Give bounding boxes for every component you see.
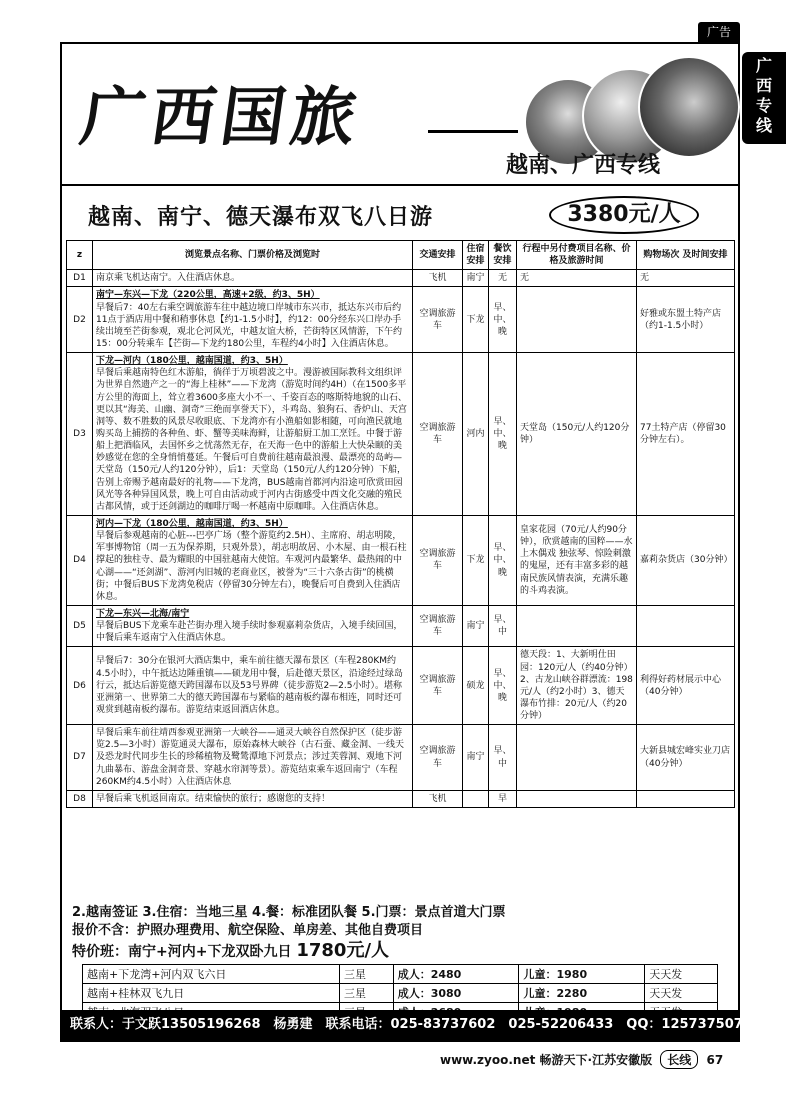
sights-description: 早餐后参观越南的心脏---巴亭广场（整个游览约2.5H）、主席府、胡志明陵，军事博物馆（周一五为保养期，只观外景），胡志明故居、小木屋、由一根石柱撑起的独柱寺、最为耀眼的中国驻越南大使馆。车观河内最繁华、最热闹的中心湖——“还剑湖”、游河内旧城的老商业区，被誉为“三十六条古街”的桃横街；中餐后BUS下龙湾免税店（停留30分钟左右），晚餐后可自费到入住酒店休息。	[96, 531, 407, 602]
ad-frame	[60, 42, 752, 1042]
special-offer-price: 1780元/人	[296, 940, 390, 961]
day-cell: D7	[67, 725, 93, 791]
shopping-cell: 好雅或东盟土特产店（约1-1.5小时）	[637, 287, 735, 353]
sights-cell	[93, 605, 413, 646]
route-segment: 下龙—河内（180公里，越南国道，约3、5H）	[96, 356, 288, 367]
extra-cost-cell	[517, 605, 637, 646]
itinerary-table	[66, 240, 735, 808]
col-header-hotel: 住宿安排	[463, 241, 489, 270]
extra-cost-cell: 德天段：1、大新明仕田园：120元/人（约40分钟）2、古龙山峡谷群漂流：198元/人（约2小时）3、德天瀑布竹排：20元/人（约20分钟）	[517, 647, 637, 725]
day-cell: D6	[67, 647, 93, 725]
extra-cost-cell	[517, 287, 637, 353]
col-header-shopping: 购物场次 及时间安排	[637, 241, 735, 270]
sights-cell	[93, 790, 413, 807]
sights-cell	[93, 287, 413, 353]
extra-cost-cell	[517, 790, 637, 807]
side-tab-char: 广	[755, 56, 772, 75]
sights-description: 早餐后BUS下龙乘车赴芒街办理入境手续时参观嘉莉杂货店，入境手续回国，中餐后乘车返南宁入住酒店休息。	[96, 621, 403, 644]
footer	[440, 1050, 723, 1069]
hotel-cell: 南宁	[463, 725, 489, 791]
footer-section: 长线	[660, 1050, 698, 1069]
transport-cell: 空调旅游车	[413, 353, 463, 516]
day-cell: D1	[67, 270, 93, 287]
day-cell: D4	[67, 515, 93, 605]
sights-description: 早餐后乘越南特色红木游船，徜徉于万顷碧波之中。漫游被国际教科文组织评为世界自然遗产之一的“海上桂林”——下龙湾（游览时间约4H）（在1500多平方公里的海面上，耸立着3600多座大小不一、千姿百态的喀斯特地貌的山石、更以其“海美、山幽、洞奇”三绝而享誉天下），斗鸡岛、狼狗石、香炉山、天宫洞等、数不胜数的风景尽收眼底、下龙湾亦有小渔船如影相随，可向渔民就地购买岛上捕捞的各种鱼、虾、蟹等美味海鲜，让游船厨工加工烹饪。中餐于游船上把酒临风，去国怀乡之忧荡然无存，在天海一色中的游船上大快朵颐的美妙感觉在您的全身悄悄蔓延。午餐后可自费前往越南最浪漫、最漂亮的岛屿—天堂岛（150元/人约120分钟），后1：天堂岛（150元/人约120分钟）下船，告别上帝赐予越南最好的礼物——下龙湾，BUS越南首都河内沿途可欣赏田园风光等各种异国风景，晚上可自由活动或于河内古街感受中西文化交融的殖民古都风情，或于还剑湖边的咖啡厅喝一杯越南中原咖啡。入住酒店休息。	[96, 368, 407, 512]
sights-description: 早餐后7：40左右乘空调旅游车往中越边境口岸城市东兴市，抵达东兴市后约11点于酒店用中餐和稍事休息【约1-1.5小时】，约12：00分经东兴口岸办手续出境至芒街参观，观北仑河风光，中越友谊大桥，芒街特区风情游，下午约15：00分转乘车【芒街—下龙约180公里，车程约4小时】入住酒店休息。	[96, 302, 403, 349]
shopping-cell: 77土特产店（停留30分钟左右）。	[637, 353, 735, 516]
side-tab-char: 线	[755, 116, 772, 135]
footer-magazine: 畅游天下·江苏安徽版	[539, 1053, 653, 1067]
meals-cell: 早、中、晚	[489, 515, 517, 605]
contact-bar: 联系人：于文跃13505196268 杨勇建 联系电话：025-83737602 025-52206433 QQ：1257375075	[62, 1010, 738, 1040]
price-row	[83, 965, 718, 984]
transport-cell: 空调旅游车	[413, 515, 463, 605]
transport-cell: 空调旅游车	[413, 287, 463, 353]
price-frequency: 天天发	[645, 965, 718, 984]
hotel-cell: 南宁	[463, 270, 489, 287]
itinerary-row	[67, 647, 735, 725]
price-child: 儿童：2280	[519, 984, 645, 1003]
footer-site: www.zyoo.net	[440, 1053, 536, 1067]
header-subtitle: 越南、广西专线	[506, 153, 661, 178]
price-adult: 成人：2480	[393, 965, 519, 984]
shopping-cell: 利得好药材展示中心（40分钟）	[637, 647, 735, 725]
shopping-cell: 大新县城宏峰实业刀店（40分钟）	[637, 725, 735, 791]
meals-cell: 早	[489, 790, 517, 807]
shopping-cell	[637, 605, 735, 646]
itinerary-row	[67, 790, 735, 807]
extra-cost-cell: 皇家花园（70元/人约90分钟），欣赏越南的国粹——水上木偶戏 独弦琴、惊险刺激的鬼屋，还有丰富多彩的越南民族风情表演，充满乐趣的斗鸡表演。	[517, 515, 637, 605]
meals-cell: 早、中	[489, 725, 517, 791]
meals-cell: 早、中、晚	[489, 287, 517, 353]
notes	[72, 904, 732, 963]
day-cell: D5	[67, 605, 93, 646]
col-header-day: z	[67, 241, 93, 270]
itinerary-row	[67, 353, 735, 516]
day-cell: D3	[67, 353, 93, 516]
header	[62, 44, 738, 186]
hotel-cell: 河内	[463, 353, 489, 516]
itinerary-row	[67, 270, 735, 287]
price-adult: 成人：3080	[393, 984, 519, 1003]
day-cell: D8	[67, 790, 93, 807]
meals-cell: 早、中、晚	[489, 353, 517, 516]
extra-cost-cell	[517, 725, 637, 791]
itinerary-row	[67, 287, 735, 353]
excludes-note: 报价不含：护照办理费用、航空保险、单房差、其他自费项目	[72, 923, 424, 938]
transport-cell: 飞机	[413, 270, 463, 287]
route-segment: 河内—下龙（180公里，越南国道，约3、5H）	[96, 518, 288, 529]
sights-description: 早餐后7：30分在银河大酒店集中，乘车前往德天瀑布景区（车程280KM约4.5小时），中午抵达边陲重镇——硕龙用中餐，后赴德天景区，沿途经过绿岛行云，抵达后游览德天跨国瀑布以及53号界碑（徒步游览2—2.5小时）。堪称亚洲第一、世界第二大的德天跨国瀑布与紧临的越南板约瀑布相连，同时还可观赏到越南板约瀑布。游览结束返回酒店休息。	[96, 656, 403, 715]
itinerary-row	[67, 605, 735, 646]
sights-cell	[93, 353, 413, 516]
ad-tag: 广告	[698, 22, 740, 42]
price-route: 越南+下龙湾+河内双飞六日	[83, 965, 340, 984]
side-tab	[742, 52, 786, 144]
meals-cell: 早、中	[489, 605, 517, 646]
col-header-sights: 浏览景点名称、门票价格及浏览时	[93, 241, 413, 270]
price-badge: 3380元/人	[549, 196, 699, 234]
day-cell: D2	[67, 287, 93, 353]
special-offer-label: 特价班：南宁+河内+下龙双卧九日	[72, 944, 292, 960]
price-frequency: 天天发	[645, 984, 718, 1003]
hotel-cell: 下龙	[463, 515, 489, 605]
photo-waterfall	[638, 56, 740, 158]
price-row	[83, 984, 718, 1003]
special-offer	[72, 940, 732, 963]
col-header-extra: 行程中另付费项目名称、价格及旅游时间	[517, 241, 637, 270]
price-star: 三星	[340, 984, 394, 1003]
brand-dash	[428, 130, 518, 133]
route-title: 越南、南宁、德天瀑布双飞八日游	[88, 205, 434, 230]
brand-title: 广西国旅	[75, 80, 367, 155]
transport-cell: 空调旅游车	[413, 605, 463, 646]
hotel-cell	[463, 790, 489, 807]
price-child: 儿童：1980	[519, 965, 645, 984]
hotel-cell: 南宁	[463, 605, 489, 646]
sights-cell	[93, 725, 413, 791]
sights-description: 南京乘飞机达南宁。入住酒店休息。	[96, 273, 241, 284]
route-segment: 下龙—东兴—北海/南宁	[96, 608, 190, 619]
includes-note: 2.越南签证 3.住宿：当地三星 4.餐：标准团队餐 5.门票：景点首道大门票	[72, 905, 506, 920]
transport-cell: 空调旅游车	[413, 725, 463, 791]
side-tab-char: 西	[755, 76, 772, 95]
sights-cell	[93, 515, 413, 605]
sights-cell	[93, 647, 413, 725]
transport-cell: 空调旅游车	[413, 647, 463, 725]
sights-description: 早餐后乘车前往靖西参观亚洲第一大峡谷——通灵大峡谷自然保护区（徒步游览2.5—3小时）游览通灵大瀑布，原始森林大峡谷（古石蚕、藏金洞、一线天及恐龙时代同步生长的珍稀植物及鹭鸶潭地下河景点；涉过芙蓉洞、观地下河九曲暴布、游盘金洞奇景、穿越水帘洞等景）。游览结束乘车返回南宁（车程260KM约4.5小时）入住酒店休息	[96, 728, 405, 787]
hotel-cell: 硕龙	[463, 647, 489, 725]
table-header-row	[67, 241, 735, 270]
footer-page: 67	[706, 1053, 724, 1067]
col-header-transport: 交通安排	[413, 241, 463, 270]
side-tab-char: 专	[755, 96, 772, 115]
extra-cost-cell: 天堂岛（150元/人约120分钟）	[517, 353, 637, 516]
itinerary-row	[67, 515, 735, 605]
col-header-meals: 餐饮安排	[489, 241, 517, 270]
meals-cell: 早、中、晚	[489, 647, 517, 725]
sights-cell	[93, 270, 413, 287]
itinerary-row	[67, 725, 735, 791]
price-star: 三星	[340, 965, 394, 984]
transport-cell: 飞机	[413, 790, 463, 807]
route-segment: 南宁—东兴—下龙（220公里，高速+2级，约3、5H）	[96, 290, 320, 301]
meals-cell: 无	[489, 270, 517, 287]
extra-cost-cell: 无	[517, 270, 637, 287]
shopping-cell: 嘉莉杂货店（30分钟）	[637, 515, 735, 605]
price-route: 越南+桂林双飞九日	[83, 984, 340, 1003]
hotel-cell: 下龙	[463, 287, 489, 353]
shopping-cell: 无	[637, 270, 735, 287]
shopping-cell	[637, 790, 735, 807]
sights-description: 早餐后乘飞机返回南京。结束愉快的旅行；感谢您的支持！	[96, 793, 331, 804]
